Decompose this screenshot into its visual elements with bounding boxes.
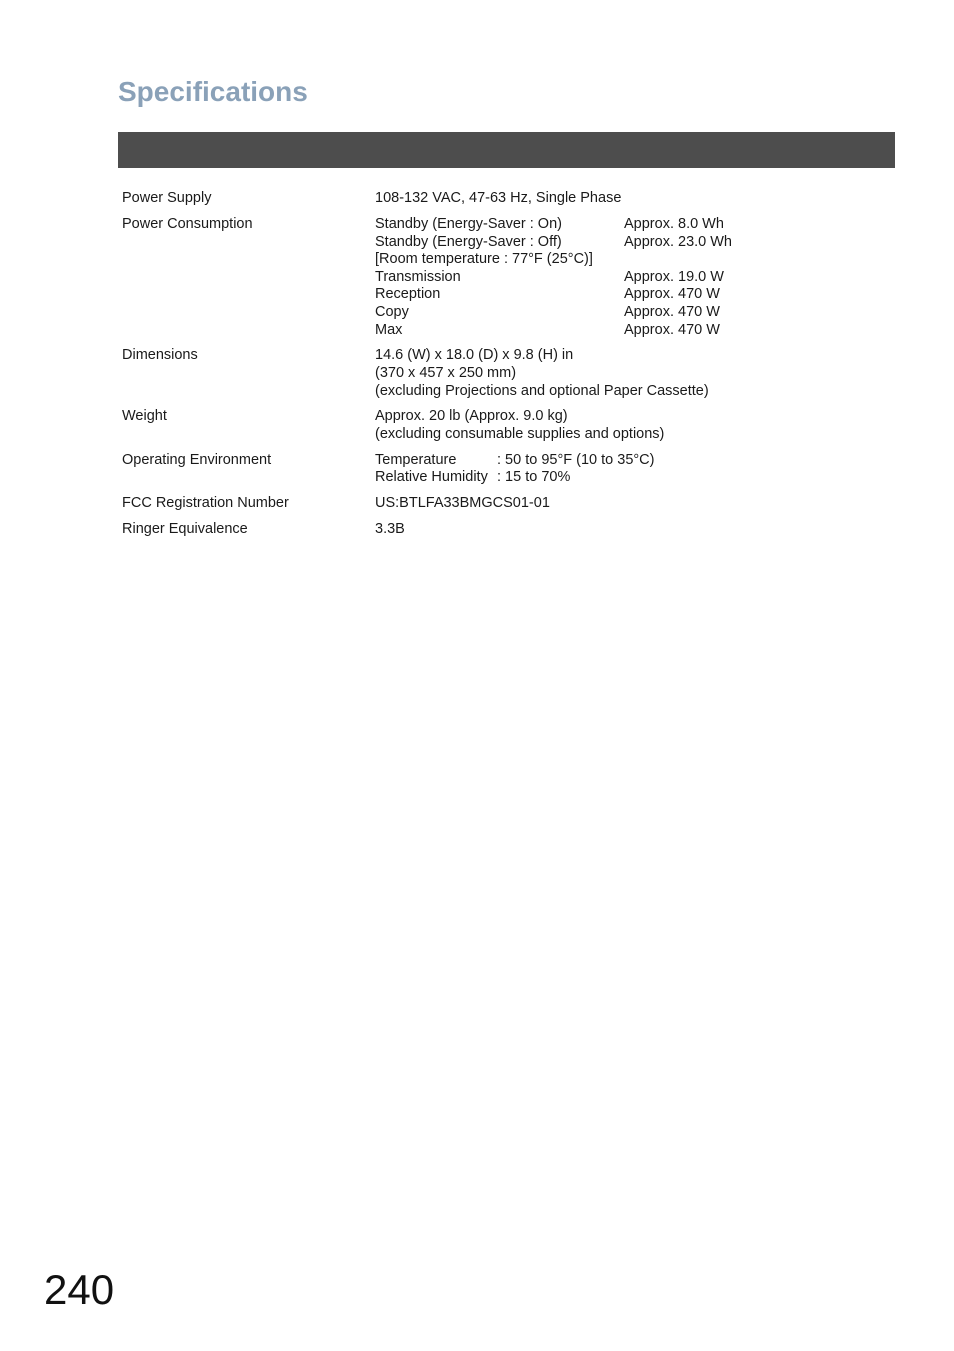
power-mode: Transmission <box>375 269 461 285</box>
fcc-label: FCC Registration Number <box>122 495 289 511</box>
environment-value: : 15 to 70% <box>497 469 571 485</box>
power-note: [Room temperature : 77°F (25°C)] <box>375 251 593 267</box>
power-mode: Standby (Energy-Saver : On) <box>375 216 562 232</box>
page-title: Specifications <box>118 76 308 107</box>
power-mode: Max <box>375 322 403 338</box>
operating-environment-label: Operating Environment <box>122 452 272 468</box>
power-mode: Copy <box>375 304 409 320</box>
power-value: Approx. 8.0 Wh <box>624 216 724 232</box>
header-bar <box>118 132 895 168</box>
power-value: Approx. 19.0 W <box>624 269 724 285</box>
power-supply-value: 108-132 VAC, 47-63 Hz, Single Phase <box>375 190 622 206</box>
page-number: 240 <box>44 1266 115 1313</box>
environment-value: : 50 to 95°F (10 to 35°C) <box>497 452 655 468</box>
power-mode: Standby (Energy-Saver : Off) <box>375 234 562 250</box>
power-value: Approx. 23.0 Wh <box>624 234 732 250</box>
power-consumption-label: Power Consumption <box>122 216 253 232</box>
dimensions-line: 14.6 (W) x 18.0 (D) x 9.8 (H) in <box>375 347 574 363</box>
fcc-value: US:BTLFA33BMGCS01-01 <box>375 495 550 511</box>
power-value: Approx. 470 W <box>624 322 720 338</box>
dimensions-line: (excluding Projections and optional Paper Cassette) <box>375 383 709 399</box>
dimensions-line: (370 x 457 x 250 mm) <box>375 365 517 381</box>
power-mode: Reception <box>375 286 441 302</box>
ringer-label: Ringer Equivalence <box>122 521 248 537</box>
weight-line: (excluding consumable supplies and options) <box>375 426 665 442</box>
environment-name: Relative Humidity <box>375 469 488 485</box>
power-value: Approx. 470 W <box>624 286 720 302</box>
power-value: Approx. 470 W <box>624 304 720 320</box>
dimensions-label: Dimensions <box>122 347 198 363</box>
environment-name: Temperature <box>375 452 457 468</box>
power-supply-label: Power Supply <box>122 190 212 206</box>
weight-line: Approx. 20 lb (Approx. 9.0 kg) <box>375 408 568 424</box>
weight-label: Weight <box>122 408 167 424</box>
ringer-value: 3.3B <box>375 521 405 537</box>
